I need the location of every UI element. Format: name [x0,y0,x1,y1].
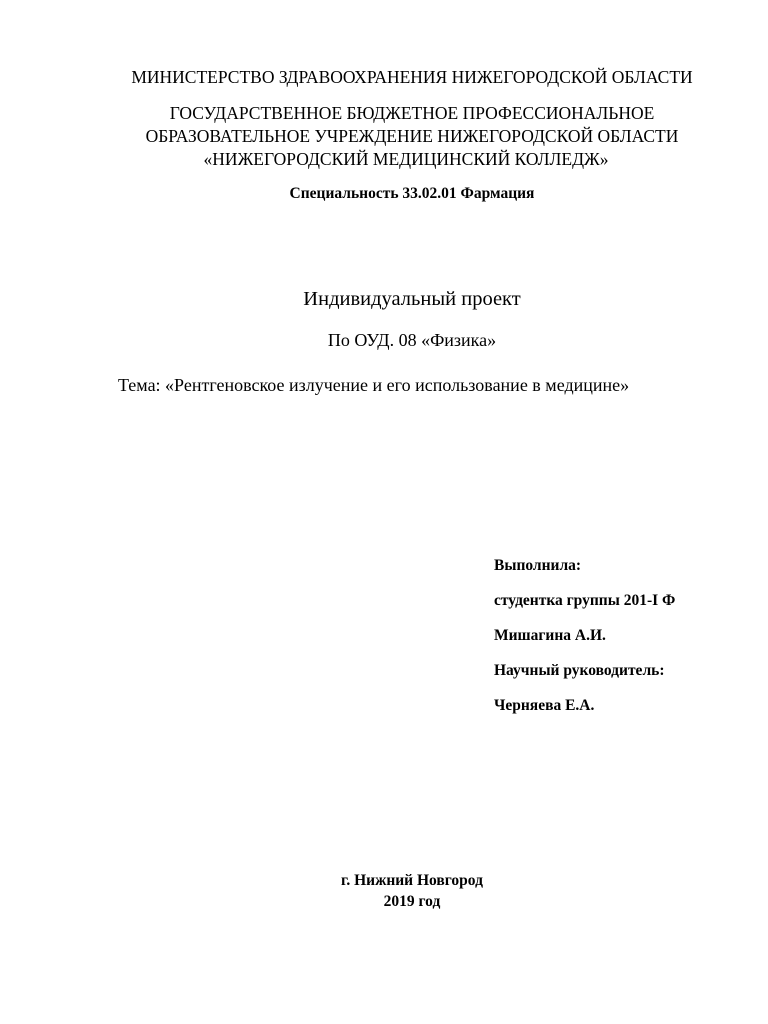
year-line: 2019 год [383,893,441,910]
topic-line: Тема: «Рентгеновское излучение и его использование в медицине» [118,375,630,395]
supervisor-name: Черняева Е.А. [494,697,595,714]
subject-line: По ОУД. 08 «Физика» [327,330,497,350]
supervisor-label: Научный руководитель: [494,662,665,679]
performed-label: Выполнила: [494,557,582,574]
institution-line-1: ГОСУДАРСТВЕННОЕ БЮДЖЕТНОЕ ПРОФЕССИОНАЛЬНОЕ [169,103,655,123]
project-title: Индивидуальный проект [303,288,521,310]
institution-line-2: ОБРАЗОВАТЕЛЬНОЕ УЧРЕЖДЕНИЕ НИЖЕГОРОДСКОЙ ОБЛАСТИ [145,126,679,146]
specialty-line: Специальность 33.02.01 Фармация [289,185,535,202]
institution-line-3: «НИЖЕГОРОДСКИЙ МЕДИЦИНСКИЙ КОЛЛЕДЖ» [203,149,609,169]
city-line: г. Нижний Новгород [341,872,483,889]
ministry-heading: МИНИСТЕРСТВО ЗДРАВООХРАНЕНИЯ НИЖЕГОРОДСКОЙ ОБЛАСТИ [131,67,693,87]
student-name: Мишагина А.И. [494,627,606,644]
student-group: студентка группы 201-I Ф [494,592,676,609]
